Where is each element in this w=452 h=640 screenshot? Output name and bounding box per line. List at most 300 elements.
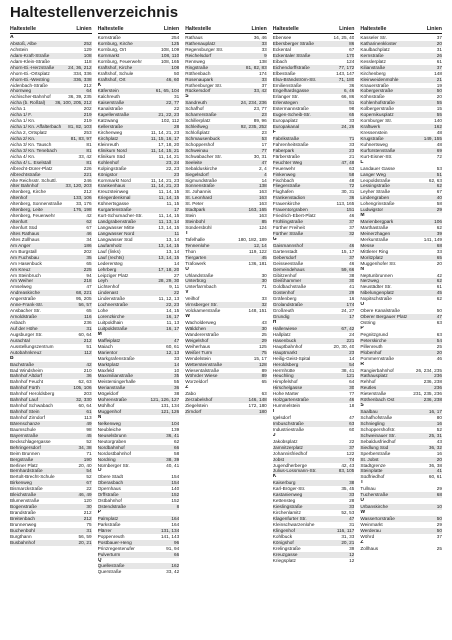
stop-name: Landauer Gasse bbox=[360, 165, 396, 171]
stop-name: Breitenbach bbox=[10, 515, 36, 521]
stop-name: Ebersberger Straße bbox=[272, 40, 314, 46]
stop-name: Aicha 1/ Kn. bbox=[10, 118, 36, 124]
stop-name: Langwasser Mitte bbox=[97, 225, 135, 230]
stop-lines: 59, 66 bbox=[341, 266, 355, 272]
stop-name: Lauf (rechts) bbox=[97, 254, 124, 260]
stop-lines: 172, 180 bbox=[248, 403, 267, 409]
stop-name: Rehhof bbox=[360, 379, 376, 385]
stop-name: Aicha 1/ F. bbox=[10, 112, 32, 118]
stop-lines: 35 bbox=[86, 254, 92, 260]
stop-lines: 20 bbox=[436, 456, 442, 462]
stop-name: Ausstellungszentrum bbox=[10, 343, 54, 349]
stop-lines: 30, 31 bbox=[253, 153, 267, 159]
stop-lines: 138 bbox=[258, 58, 267, 64]
stop-lines: 190 bbox=[83, 456, 92, 462]
stop-lines: 212 bbox=[83, 82, 92, 88]
stop-lines: 16, 17 bbox=[166, 314, 180, 320]
stop-name: Merianstraße bbox=[97, 385, 126, 391]
stop-name: Ahorn-Ei.-Westring bbox=[10, 76, 50, 82]
stop-name: Kapellenstraße bbox=[97, 112, 130, 118]
stop-name: Tennenlohe bbox=[185, 242, 210, 248]
stop-name: Marienbergpark bbox=[360, 219, 394, 225]
stop-name: Erlanger Str. bbox=[272, 94, 299, 100]
stop-name: Eugen-Scheib-Str. bbox=[272, 112, 311, 118]
stop-name: Krugstraße bbox=[360, 135, 384, 141]
stop-name: Leipziger Platz bbox=[97, 272, 129, 278]
stop-name: Kriegsplatz bbox=[272, 557, 296, 563]
stop-name: Lohe bbox=[97, 308, 109, 314]
stop-name: Klagenfurter Str. bbox=[272, 515, 307, 521]
stop-lines: 33, 42 bbox=[78, 153, 92, 159]
columns-container bbox=[10, 26, 442, 575]
stop-lines: 61, 65, 104 bbox=[155, 88, 180, 94]
stop-name: Grundig bbox=[272, 314, 290, 320]
stop-name: Kolpingstraße bbox=[97, 165, 127, 171]
stop-name: St. Jobst bbox=[360, 456, 379, 462]
stop-lines: 65 bbox=[86, 308, 92, 314]
stop-lines: 62 bbox=[173, 438, 180, 444]
stop-lines: 154 bbox=[171, 474, 180, 480]
stop-lines: 148, 151 bbox=[248, 308, 267, 314]
stop-name: Schoppershof bbox=[185, 141, 215, 147]
stop-name: Wöhrd bbox=[360, 533, 375, 539]
stop-name: Kasseler Str. bbox=[360, 35, 387, 40]
stop-name: Landgrabenstraße bbox=[97, 219, 136, 225]
stop-name: Marientor bbox=[97, 349, 118, 355]
stop-name: Röthenbach Ost bbox=[360, 397, 395, 403]
stop-lines: 212 bbox=[83, 189, 92, 195]
column-header bbox=[98, 26, 180, 34]
stop-name: Bernhardstraße bbox=[10, 468, 43, 474]
stop-lines: 23, 77 bbox=[253, 106, 267, 112]
section-letter: M bbox=[360, 213, 365, 219]
stop-lines: 219 bbox=[83, 112, 92, 118]
stop-name: Sigmundstraße bbox=[185, 177, 217, 183]
stop-lines: 14 bbox=[349, 355, 355, 361]
stop-lines: 62 bbox=[86, 219, 92, 225]
stop-name: Veilhof bbox=[185, 296, 200, 302]
stop-lines: 33 bbox=[349, 141, 355, 147]
stop-name: Unterfarrnbach bbox=[185, 284, 217, 290]
column-header bbox=[273, 26, 355, 34]
stop-name: Bahnhof Heroldsberg bbox=[10, 391, 55, 397]
column-header-lines-label: Linien bbox=[163, 26, 180, 32]
stop-name: Neuselsbrunn bbox=[97, 432, 127, 438]
stop-lines: 174 bbox=[346, 302, 355, 308]
stop-name: Obere Stadt bbox=[97, 474, 123, 480]
stop-lines: 37 bbox=[436, 64, 442, 70]
stop-lines: 164 bbox=[171, 521, 180, 527]
stop-lines: 2, 4 bbox=[258, 165, 267, 171]
stop-name: Schleifweg bbox=[185, 124, 208, 130]
stop-name: Meinerzhagen bbox=[360, 230, 391, 236]
stop-name: Klinikum Süd bbox=[97, 153, 125, 159]
stop-name: Baumschule bbox=[10, 426, 36, 432]
stop-name: Am Burgstall bbox=[10, 248, 37, 254]
stop-lines: 61 bbox=[436, 284, 442, 290]
stop-name: Engelhardsgasse bbox=[272, 88, 310, 94]
stop-name: Stadtgrenze bbox=[360, 462, 386, 468]
stop-lines: 37 bbox=[436, 35, 442, 40]
stop-name: Schweinauer Str. bbox=[360, 432, 396, 438]
stop-lines: 71 bbox=[261, 284, 267, 290]
stop-name: Prinzregentenufer bbox=[97, 545, 135, 551]
stop-lines: 149, 155 bbox=[423, 135, 442, 141]
stop-lines: 53 bbox=[436, 165, 442, 171]
stop-lines: 43 bbox=[436, 438, 442, 444]
stop-lines: 29 bbox=[349, 290, 355, 296]
stop-lines: 50 bbox=[436, 527, 442, 533]
stop-lines: 47 bbox=[86, 284, 92, 290]
stop-lines: 68, 221 bbox=[75, 290, 92, 296]
stop-lines: 33, 42 bbox=[253, 88, 267, 94]
stop-lines: 61 bbox=[86, 409, 92, 415]
stop-name: St. Peter bbox=[185, 201, 204, 207]
stop-name: Estermannstraße bbox=[272, 106, 309, 112]
stop-name: Ansbacher Str. bbox=[10, 308, 41, 314]
stop-lines: 34 bbox=[86, 236, 92, 242]
stop-lines: 98 bbox=[349, 106, 355, 112]
stop-lines: 31 bbox=[349, 521, 355, 527]
stop-name: Tucherstraße bbox=[360, 492, 389, 498]
stop-lines: 33, 176 bbox=[75, 201, 92, 207]
section-letter: P bbox=[360, 325, 364, 331]
stop-name: Bahnhof Zirndorf bbox=[10, 415, 45, 420]
stop-lines: 246 bbox=[83, 177, 92, 183]
stop-lines: 33, 120, 203 bbox=[65, 183, 92, 189]
stop-lines: 212 bbox=[83, 515, 92, 521]
stop-lines: 54 bbox=[86, 468, 92, 474]
stop-name: Bismarckstraße bbox=[10, 486, 43, 492]
stop-lines: 47 bbox=[261, 159, 267, 165]
stop-row bbox=[98, 569, 180, 575]
stop-name: Weigelshof bbox=[185, 337, 209, 343]
stop-row bbox=[360, 546, 442, 552]
stop-name: Kraftshof, Ort bbox=[97, 76, 126, 82]
stop-lines: 11, 15 bbox=[166, 201, 180, 207]
stop-name: Kurfürstenstraße bbox=[360, 147, 396, 153]
stop-name: Gebersdorf bbox=[272, 254, 297, 260]
stop-name: Kirchplatz bbox=[97, 135, 119, 141]
stop-name: Moritzplatz bbox=[360, 254, 384, 260]
stop-lines: 118 bbox=[84, 58, 92, 64]
stop-name: Nopitschstraße bbox=[360, 296, 392, 302]
stop-row bbox=[185, 409, 267, 415]
stop-name: Schafhof bbox=[185, 106, 204, 112]
stop-lines: 36, 32 bbox=[428, 444, 442, 450]
stop-name: Kornmarkt Nord bbox=[97, 177, 131, 183]
stop-name: Mohrenstraße bbox=[97, 397, 127, 403]
stop-lines: 30 bbox=[349, 385, 355, 391]
stop-name: Gräfenberg bbox=[272, 296, 297, 302]
stop-name: Kraftshof, Schule bbox=[97, 70, 134, 76]
stop-lines: 30 bbox=[349, 278, 355, 284]
stop-lines: 26, 234, 235 bbox=[415, 367, 442, 373]
stop-name: Kleinschwarzenlohe bbox=[272, 521, 315, 527]
stop-lines: 58 bbox=[349, 171, 355, 177]
stop-name: Ebensee bbox=[272, 35, 292, 40]
stop-name: Rosenaupark bbox=[185, 76, 214, 82]
stop-name: Sündersbühl bbox=[185, 225, 212, 230]
stop-lines: 52 bbox=[436, 426, 442, 432]
stop-lines: 36, 39, 235 bbox=[68, 94, 92, 100]
stop-name: Ziegelstein bbox=[185, 403, 208, 409]
stop-lines: 54 bbox=[349, 361, 355, 367]
stop-lines: 81 bbox=[86, 159, 92, 165]
section-letter: F bbox=[272, 130, 276, 135]
stop-name: Frühlingstraße bbox=[272, 219, 304, 225]
stop-name: Uhlandstraße bbox=[185, 272, 214, 278]
stop-name: Aicha 3/ Kn. Tausch bbox=[10, 141, 52, 147]
stop-name: Lichtenhof bbox=[97, 284, 120, 290]
stop-lines: 17 bbox=[173, 207, 180, 213]
stop-name: Kuhnertsweg bbox=[360, 141, 388, 147]
stop-name: Färberstraße bbox=[272, 153, 300, 159]
stop-lines: 36 bbox=[173, 385, 180, 391]
stop-name: Langer Weg bbox=[360, 171, 386, 177]
stop-lines: 180, 182, 189 bbox=[238, 236, 267, 242]
stop-name: Kornburger Str. bbox=[360, 118, 393, 124]
stop-lines: 50 bbox=[436, 515, 442, 521]
section-letter: O bbox=[360, 302, 365, 308]
stop-lines: 64 bbox=[86, 88, 92, 94]
stop-name: Kornburg, Ort bbox=[97, 46, 126, 52]
stop-lines: 252 bbox=[83, 40, 92, 46]
stop-lines: 33 bbox=[261, 40, 267, 46]
stop-name: Heuchling bbox=[272, 373, 294, 379]
stop-lines: 32, 330 bbox=[75, 397, 92, 403]
stop-lines: 24, 26 bbox=[341, 124, 355, 130]
column-rows bbox=[98, 35, 180, 575]
stop-name: Bahnhof Altdorf bbox=[10, 373, 43, 379]
stop-lines: 50 bbox=[436, 88, 442, 94]
stop-name: Kernstraße bbox=[360, 52, 384, 58]
stop-lines: 62, 63 bbox=[428, 177, 442, 183]
stop-lines: 60, 64 bbox=[78, 403, 92, 409]
column-3 bbox=[185, 26, 267, 575]
stop-lines: 21, 22, 23 bbox=[158, 112, 180, 118]
stop-name: Saalbau bbox=[360, 409, 378, 415]
stop-name: Bad Windsheim bbox=[10, 367, 43, 373]
stop-name: Marthastraße bbox=[360, 225, 389, 230]
stop-name: Igelsdorf bbox=[272, 415, 291, 420]
stop-lines: 46 bbox=[86, 230, 92, 236]
stop-lines: 65 bbox=[436, 254, 442, 260]
stop-lines: 91, 94 bbox=[166, 545, 180, 551]
stop-name: Poppenreuth bbox=[97, 533, 125, 539]
stop-name: Kleinreuth bbox=[97, 141, 119, 147]
stop-name: Neubleiche bbox=[97, 426, 122, 432]
column-header-stop-label: Haltestelle bbox=[97, 26, 124, 32]
stop-name: Katzwang bbox=[97, 118, 119, 124]
stop-lines: 65 bbox=[86, 260, 92, 266]
stop-name: Burgthann bbox=[10, 533, 32, 539]
stop-lines: 108, 109 bbox=[160, 46, 180, 52]
stop-name: Kornstraße bbox=[97, 35, 121, 40]
stop-lines: 203 bbox=[83, 391, 92, 397]
stop-lines: 89 bbox=[261, 373, 267, 379]
stop-name: Bahnhof Fürth bbox=[10, 385, 40, 391]
stop-name: Am Anger bbox=[10, 242, 31, 248]
stop-lines: 52 bbox=[86, 438, 92, 444]
stop-lines: 67, 42 bbox=[341, 325, 355, 331]
stop-name: Tullnau bbox=[360, 486, 376, 492]
stop-name: Bleichstraße bbox=[10, 492, 37, 498]
stop-lines: 63 bbox=[436, 331, 442, 337]
stop-name: Kastanienweg bbox=[272, 492, 303, 498]
stop-lines: 20 bbox=[436, 260, 442, 266]
stop-name: Sperberstraße bbox=[360, 450, 391, 456]
stop-lines: 212 bbox=[83, 510, 92, 515]
stop-name: Steinplatte bbox=[360, 468, 383, 474]
stop-lines: 17, 18, 20 bbox=[158, 266, 180, 272]
stop-lines: 11, 14, 15, 21 bbox=[150, 147, 180, 153]
stop-name: Flughafen bbox=[272, 189, 294, 195]
stop-name: Achstein bbox=[10, 46, 28, 52]
stop-lines: 15 bbox=[436, 106, 442, 112]
stop-name: Gartenstadt bbox=[272, 248, 298, 254]
stop-name: Am Kreuz bbox=[10, 266, 31, 272]
stop-name: Nerzweg bbox=[360, 278, 379, 284]
stop-lines: 66 bbox=[173, 444, 180, 450]
stop-lines: 30 bbox=[261, 272, 267, 278]
stop-name: Mögeldorf bbox=[97, 391, 119, 397]
stop-lines: 33, 42 bbox=[166, 569, 180, 575]
stop-name: Weiherhaus bbox=[185, 343, 211, 349]
stop-lines: 65 bbox=[261, 379, 267, 385]
stop-name: Schniegling bbox=[360, 420, 385, 426]
stop-name: Knauerstraße bbox=[360, 82, 389, 88]
column-2 bbox=[98, 26, 180, 575]
stop-lines: 60, 64 bbox=[78, 331, 92, 337]
stop-lines: 14 bbox=[173, 260, 180, 266]
stop-lines: 35 bbox=[173, 373, 180, 379]
section-letter: N bbox=[97, 415, 102, 420]
stop-lines: 50 bbox=[436, 308, 442, 314]
stop-lines: 25 bbox=[436, 343, 442, 349]
section-letter: L bbox=[360, 159, 364, 165]
stop-lines: 38, 39 bbox=[166, 456, 180, 462]
stop-name: Wöhrder Wiese bbox=[185, 373, 218, 379]
stop-lines: 139 bbox=[171, 426, 180, 432]
stop-lines: 10 bbox=[173, 367, 180, 373]
stop-name: Kellerstraße bbox=[97, 124, 123, 130]
stop-lines: 63 bbox=[436, 320, 442, 325]
stop-name: Kohlenhofstraße bbox=[360, 100, 395, 106]
section-letter: H bbox=[272, 320, 277, 325]
stop-name: Kettensteg bbox=[272, 498, 296, 504]
stop-name: Parkstraße bbox=[97, 521, 121, 527]
stop-name: Frauentorgraben bbox=[272, 207, 308, 213]
stop-lines: 77 bbox=[261, 147, 267, 153]
stop-lines: 20 bbox=[436, 94, 442, 100]
column-header-stop-label: Haltestelle bbox=[185, 26, 212, 32]
stop-lines: 163, 165 bbox=[248, 207, 267, 213]
stop-lines: 53 bbox=[261, 135, 267, 141]
stop-name: Imbuschstraße bbox=[272, 420, 304, 426]
stop-lines: 186 bbox=[83, 242, 92, 248]
stop-lines: 164 bbox=[171, 515, 180, 521]
stop-lines: 22 bbox=[173, 106, 180, 112]
stop-name: Worzeldorf bbox=[185, 379, 208, 385]
stop-lines: 180 bbox=[258, 409, 267, 415]
stop-lines: 13, 14, 15 bbox=[158, 242, 180, 248]
stop-name: Plobenhof bbox=[360, 349, 382, 355]
column-header-stop-label: Haltestelle bbox=[272, 26, 299, 32]
stop-name: Leyh bbox=[97, 278, 108, 284]
stop-name: Lehrberg bbox=[97, 266, 117, 272]
stop-lines: 47 bbox=[436, 314, 442, 320]
stop-name: Sandreuth bbox=[185, 100, 207, 106]
stop-lines: 236, 238 bbox=[423, 379, 442, 385]
stop-name: Fahrenheitstraße bbox=[272, 141, 309, 147]
stop-lines: 36, 100, 205, 212 bbox=[55, 100, 92, 106]
stop-name: Käferstein bbox=[97, 88, 119, 94]
stop-lines: 104 bbox=[171, 420, 180, 426]
stop-lines: 113 bbox=[84, 415, 92, 420]
stop-lines: 71 bbox=[349, 135, 355, 141]
stop-name: Nelkenweg bbox=[97, 420, 121, 426]
stop-lines: 27 bbox=[173, 272, 180, 278]
stop-lines: 51 bbox=[86, 343, 92, 349]
stop-lines: 22 bbox=[349, 438, 355, 444]
stop-lines: 154 bbox=[171, 480, 180, 486]
stop-lines: 77, 172 bbox=[338, 64, 355, 70]
stop-name: Rathaus bbox=[185, 35, 203, 40]
stop-name: Beim Brunnen bbox=[10, 450, 40, 456]
stop-name: Feuchter Weg bbox=[272, 159, 303, 165]
stop-lines: 29 bbox=[436, 521, 442, 527]
stop-lines: 68 bbox=[436, 492, 442, 498]
stop-name: Plärrer bbox=[97, 527, 112, 533]
stop-name: Lindengraben bbox=[360, 195, 390, 201]
stop-lines: 14 bbox=[173, 361, 180, 367]
stop-lines: 24 bbox=[349, 331, 355, 337]
stop-lines: 18 bbox=[349, 403, 355, 409]
stop-name: Gaismannshof bbox=[272, 242, 304, 248]
stop-name: Wettersteinstraße bbox=[185, 361, 223, 367]
section-letter: I bbox=[272, 409, 275, 415]
stop-name: Aicha 1/ Kn. Affalterbach bbox=[10, 124, 62, 130]
stop-name: Kraftshof, Kirche bbox=[97, 64, 133, 70]
section-letter: B bbox=[10, 355, 14, 361]
stop-name: Großreuth bbox=[272, 308, 295, 314]
stop-lines: 221 bbox=[346, 337, 355, 343]
stop-name: Altenberg, Feuerwehr bbox=[10, 213, 56, 219]
stop-lines: 56, 59 bbox=[78, 533, 92, 539]
stop-lines: 38 bbox=[173, 391, 180, 397]
stop-lines: 45 bbox=[86, 432, 92, 438]
stop-name: Gemeindehaus bbox=[272, 266, 305, 272]
stop-name: Rathenauplatz bbox=[185, 40, 216, 46]
stop-name: Kaulbachplatz bbox=[360, 46, 390, 52]
column-header-stop-label: Haltestelle bbox=[10, 26, 36, 32]
stop-lines: 46 bbox=[349, 242, 355, 248]
column-1 bbox=[10, 26, 92, 575]
stop-name: Bergstraße bbox=[10, 456, 34, 462]
stop-lines: 148 bbox=[434, 70, 442, 76]
stop-name: Geisseestraße bbox=[272, 260, 304, 266]
stop-lines: 45 bbox=[261, 254, 267, 260]
stop-name: Altenhof bbox=[10, 195, 28, 201]
stop-lines: 98 bbox=[86, 426, 92, 432]
stop-name: Bahnhof Schwabach bbox=[10, 403, 54, 409]
stop-lines: 210 bbox=[83, 367, 92, 373]
stop-lines: 11, 14, 21 bbox=[158, 153, 180, 159]
stop-lines: 77 bbox=[349, 391, 355, 397]
stop-lines: 236, 238 bbox=[423, 397, 442, 403]
stop-lines: 30 bbox=[261, 325, 267, 331]
